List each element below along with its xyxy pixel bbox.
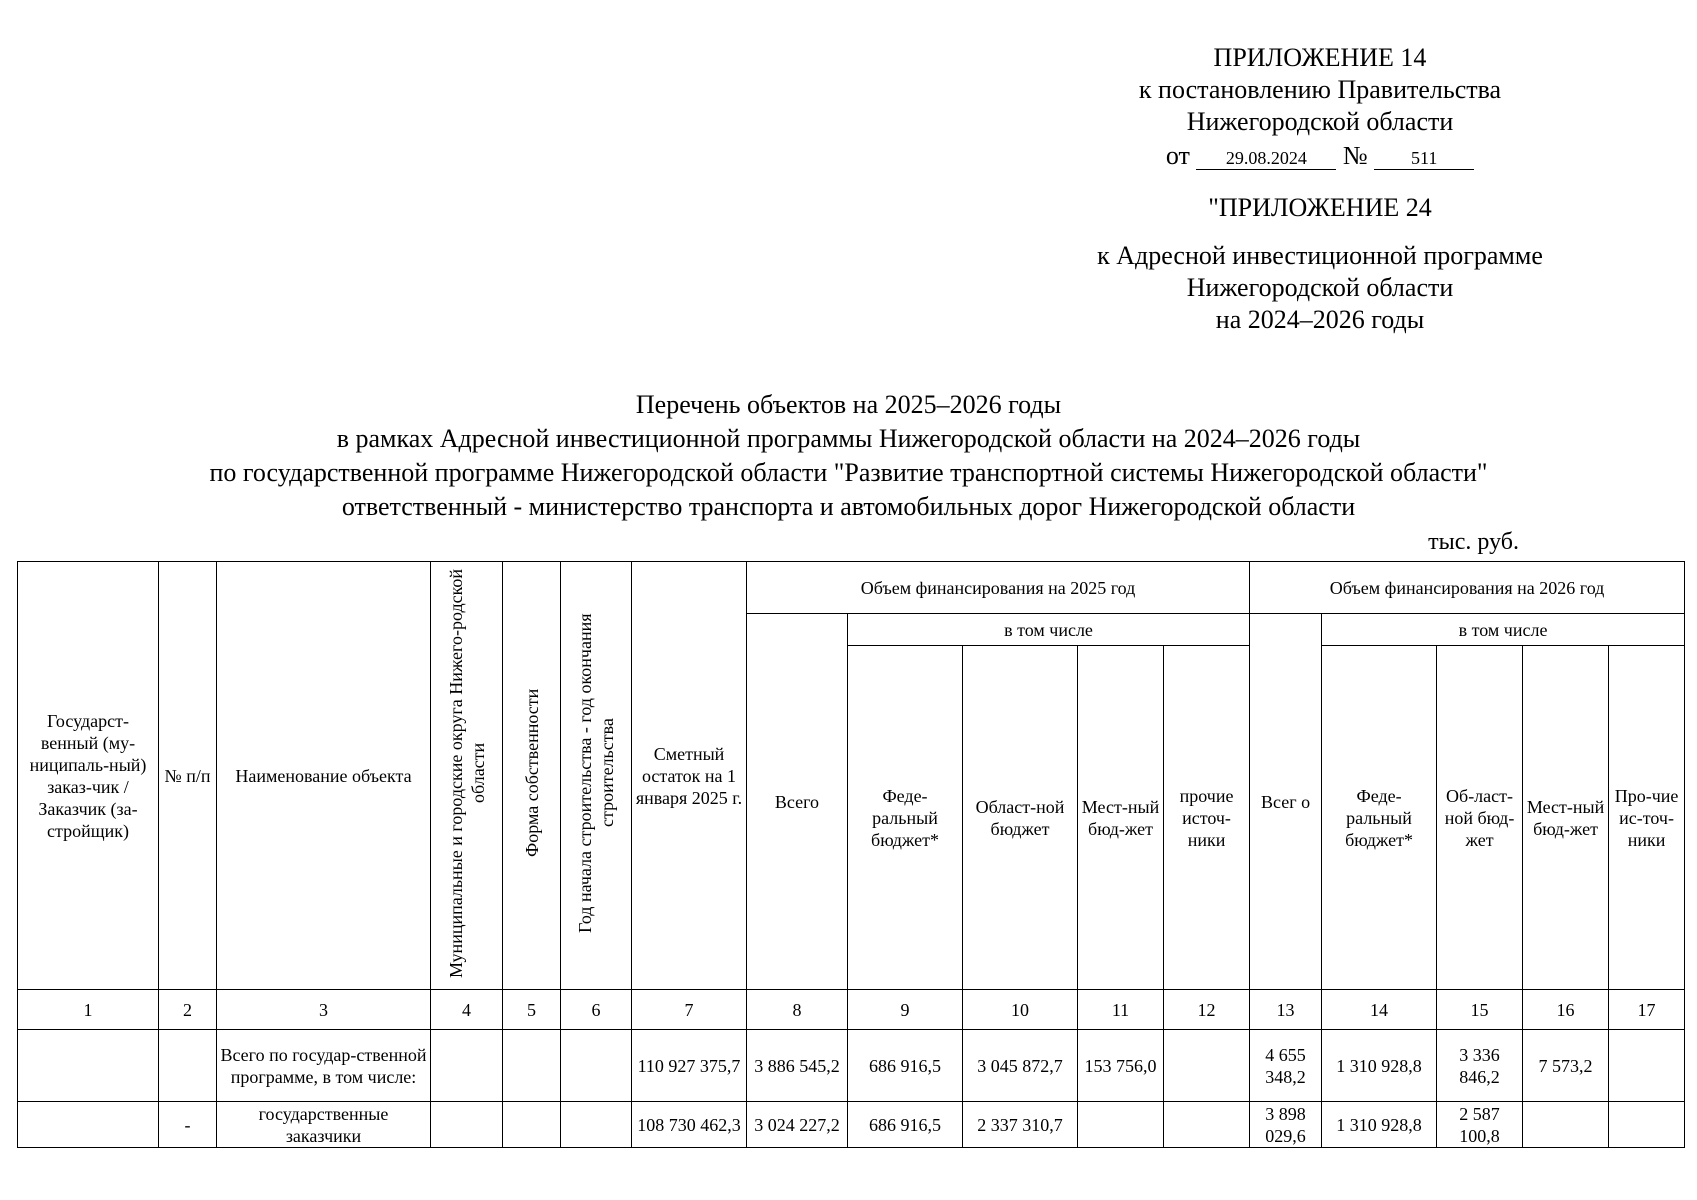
header-fin-2026: Объем финансирования на 2026 год [1250,562,1685,614]
header-customer: Государст-венный (му-ниципаль-ный) заказ-чик / Заказчик (за-стройщик) [18,562,159,990]
header-years-cell [561,562,632,990]
cell-total-2026: 4 655 348,2 [1250,1030,1322,1102]
cell-federal-2026: 1 310 928,8 [1322,1030,1437,1102]
header-estimate: Сметный остаток на 1 января 2025 г. [632,562,747,990]
cell-municipality [431,1102,503,1148]
colnum-8: 8 [747,990,848,1030]
appendix-24-block [1000,240,1640,336]
header-ownership-cell [503,562,561,990]
header-including-2026: в том числе [1322,614,1685,646]
table-row [18,1030,1685,1102]
cell-name: государственные заказчики [217,1102,431,1148]
cell-local-2025 [1078,1102,1164,1148]
cell-estimate: 110 927 375,7 [632,1030,747,1102]
colnum-5: 5 [503,990,561,1030]
colnum-1: 1 [18,990,159,1030]
appendix-24-line3: на 2024–2026 годы [1215,305,1425,334]
appendix-24-line1: к Адресной инвестиционной программе [1097,241,1543,270]
cell-ownership [503,1030,561,1102]
cell-other-2025 [1164,1102,1250,1148]
column-numbers-row [18,990,1685,1030]
document-title [0,388,1697,524]
from-label: от [1165,141,1190,170]
table-row [18,1102,1685,1148]
units-label: тыс. руб. [1428,529,1519,555]
appendix-24-line2: Нижегородской области [1186,273,1454,302]
cell-ownership [503,1102,561,1148]
cell-regional-2026: 3 336 846,2 [1437,1030,1523,1102]
cell-customer [18,1102,159,1148]
cell-regional-2025: 3 045 872,7 [963,1030,1078,1102]
document-title-line3: по государственной программе Нижегородской области "Развитие транспортной системы Нижегородской области" [209,458,1488,487]
appendix-14-title: ПРИЛОЖЕНИЕ 14 [1213,43,1427,72]
header-regional-2025: Област-ной бюджет [963,646,1078,990]
header-ownership: Форма собственности [521,688,542,858]
cell-years [561,1030,632,1102]
colnum-10: 10 [963,990,1078,1030]
cell-regional-2025: 2 337 310,7 [963,1102,1078,1148]
cell-local-2026 [1523,1102,1609,1148]
cell-federal-2025: 686 916,5 [848,1030,963,1102]
document-title-line2: в рамках Адресной инвестиционной программы Нижегородской области на 2024–2026 годы [336,424,1361,453]
appendix-14-line1: к постановлению Правительства [1138,75,1502,104]
colnum-3: 3 [217,990,431,1030]
appendix-14-line2: Нижегородской области [1186,107,1454,136]
cell-customer [18,1030,159,1102]
cell-local-2025: 153 756,0 [1078,1030,1164,1102]
colnum-15: 15 [1437,990,1523,1030]
header-federal-2025: Феде-ральный бюджет* [848,646,963,990]
cell-years [561,1102,632,1148]
colnum-9: 9 [848,990,963,1030]
header-num: № п/п [159,562,217,990]
document-title-line4: ответственный - министерство транспорта и автомобильных дорог Нижегородской области [341,492,1356,521]
cell-estimate: 108 730 462,3 [632,1102,747,1148]
decree-number: 511 [1374,147,1474,170]
cell-other-2026 [1609,1102,1685,1148]
header-municipality: Муниципальные и городские округа Нижего-родской области [445,568,488,978]
header-regional-2026: Об-ласт-ной бюд-жет [1437,646,1523,990]
cell-total-2025: 3 886 545,2 [747,1030,848,1102]
number-label: № [1342,141,1368,170]
header-other-2026: Про-чие ис-точ-ники [1609,646,1685,990]
cell-regional-2026: 2 587 100,8 [1437,1102,1523,1148]
cell-num [159,1030,217,1102]
cell-municipality [431,1030,503,1102]
objects-table [17,561,1685,1148]
header-municipality-cell [431,562,503,990]
colnum-13: 13 [1250,990,1322,1030]
header-total-2025: Всего [747,614,848,990]
cell-federal-2026: 1 310 928,8 [1322,1102,1437,1148]
cell-name: Всего по государ-ственной программе, в том числе: [217,1030,431,1102]
cell-other-2025 [1164,1030,1250,1102]
header-name: Наименование объекта [217,562,431,990]
cell-local-2026: 7 573,2 [1523,1030,1609,1102]
colnum-4: 4 [431,990,503,1030]
cell-total-2025: 3 024 227,2 [747,1102,848,1148]
colnum-7: 7 [632,990,747,1030]
cell-other-2026 [1609,1030,1685,1102]
header-including-2025: в том числе [848,614,1250,646]
colnum-17: 17 [1609,990,1685,1030]
header-row-1 [18,562,1685,614]
cell-federal-2025: 686 916,5 [848,1102,963,1148]
colnum-16: 16 [1523,990,1609,1030]
decree-date-line [1000,140,1640,172]
decree-date: 29.08.2024 [1196,147,1336,170]
header-federal-2026: Феде-ральный бюджет* [1322,646,1437,990]
header-other-2025: прочие источ-ники [1164,646,1250,990]
appendix-24-title: "ПРИЛОЖЕНИЕ 24 [1208,193,1432,222]
cell-total-2026: 3 898 029,6 [1250,1102,1322,1148]
document-title-line1: Перечень объектов на 2025–2026 годы [635,390,1062,419]
colnum-14: 14 [1322,990,1437,1030]
colnum-12: 12 [1164,990,1250,1030]
colnum-6: 6 [561,990,632,1030]
appendix-14-block [1000,42,1640,172]
header-local-2025: Мест-ный бюд-жет [1078,646,1164,990]
header-local-2026: Мест-ный бюд-жет [1523,646,1609,990]
cell-num: - [159,1102,217,1148]
colnum-2: 2 [159,990,217,1030]
header-total-2026: Всег о [1250,614,1322,990]
colnum-11: 11 [1078,990,1164,1030]
header-fin-2025: Объем финансирования на 2025 год [747,562,1250,614]
header-years: Год начала строительства - год окончания строительства [575,613,617,933]
